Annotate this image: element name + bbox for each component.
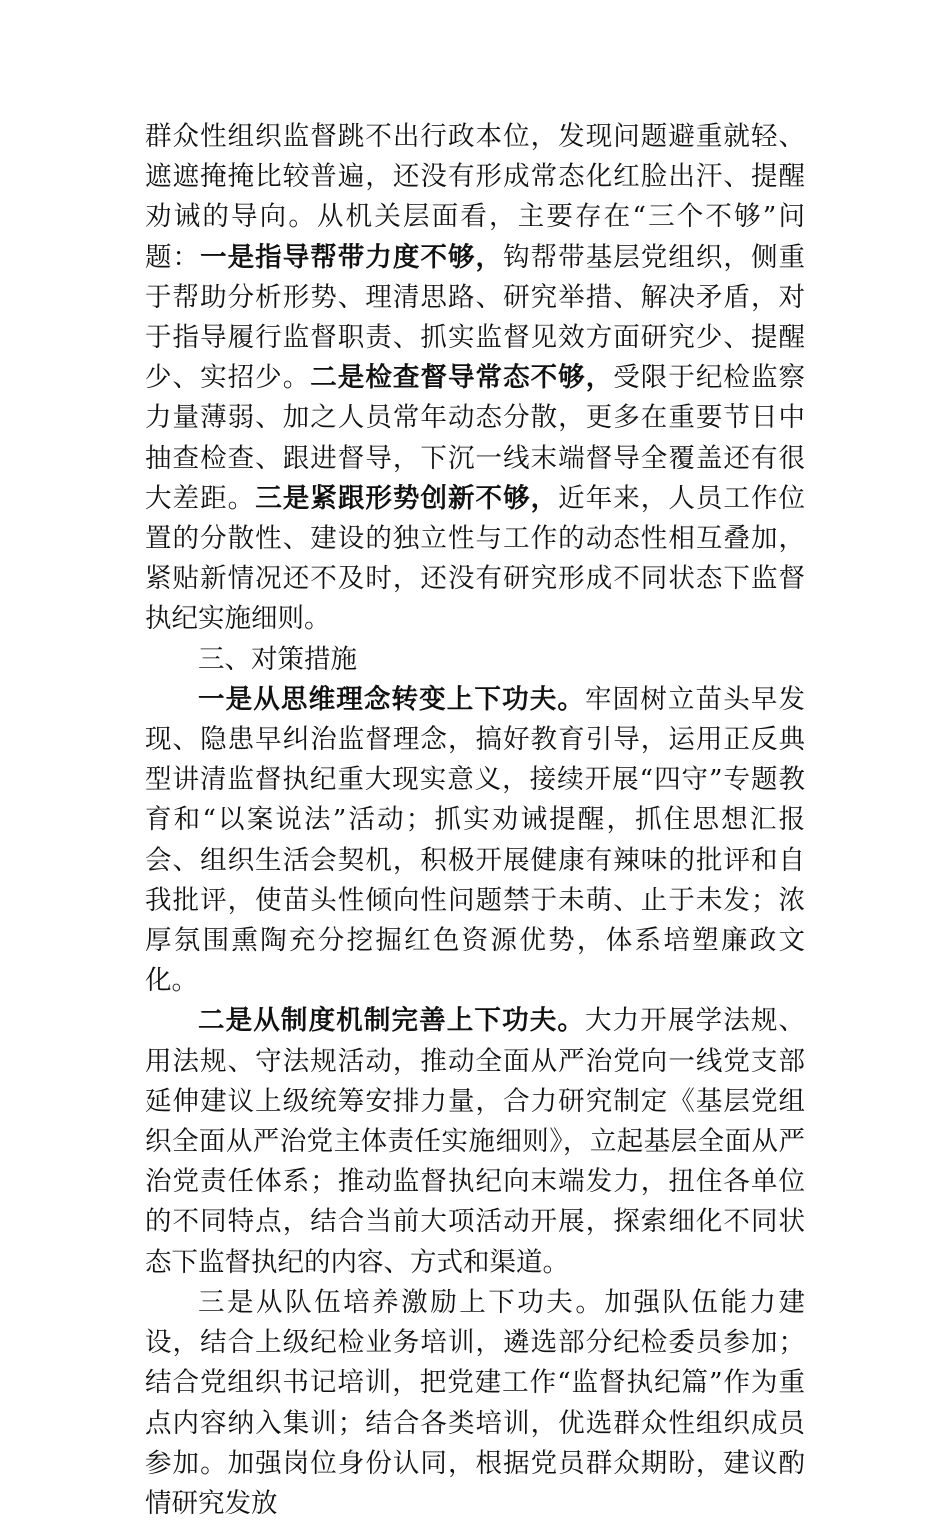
bold-point-2: 二是检查督导常态不够， <box>310 362 614 394</box>
paragraph-text: 受限于纪检监察力量薄弱、加之人员常年动态分散，更多在重要节日中抽查检查、跟进督导，下沉一线末端督导全覆盖还有很大差距。 <box>145 362 806 514</box>
bold-point-3: 三是紧跟形势创新不够， <box>255 482 559 514</box>
paragraph-text: 近年来，人员工作位置的分散性、建设的独立性与工作的动态性相互叠加，紧贴新情况还不及时，还没有研究形成不同状态下监督执纪实施细则。 <box>145 482 806 635</box>
paragraph-problems <box>145 117 805 640</box>
measure-2-title: 二是从制度机制完善上下功夫。 <box>198 1005 585 1037</box>
bold-point-1: 一是指导帮带力度不够， <box>200 241 504 273</box>
paragraph-measure-1 <box>145 680 805 1002</box>
section-heading: 三、对策措施 <box>198 643 357 675</box>
document-page <box>145 117 805 1524</box>
measure-2-text: 大力开展学法规、用法规、守法规活动，推动全面从严治党向一线党支部延伸建议上级统筹安排力量，合力研究制定《基层党组织全面从严治党主体责任实施细则》，立起基层全面从严治党责任体系；推动监督执纪向末端发力，扭住各单位的不同特点，结合当前大项活动开展，探索细化不同状态下监督执纪的内容、方式和渠道。 <box>145 1005 805 1278</box>
measure-1-text: 牢固树立苗头早发现、隐患早纠治监督理念，搞好教育引导，运用正反典型讲清监督执纪重大现实意义，接续开展“四守”专题教育和“以案说法”活动；抓实劝诫提醒，抓住思想汇报会、组织生活会契机，积极开展健康有辣味的批评和自我批评，使苗头性倾向性问题禁于未萌、止于未发；浓厚氛围熏陶充分挖掘红色资源优势，体系培塑廉政文化。 <box>145 683 805 997</box>
paragraph-text: 钩帮带基层党组织，侧重于帮助分析形势、理清思路、研究举措、解决矛盾，对于指导履行监督职责、抓实监督见效方面研究少、提醒少、实招少。 <box>145 241 806 394</box>
measure-1-title: 一是从思维理念转变上下功夫。 <box>198 683 585 715</box>
paragraph-text: 群众性组织监督跳不出行政本位，发现问题避重就轻、遮遮掩掩比较普遍，还没有形成常态化红脸出汗、提醒劝诫的导向。从机关层面看，主要存在“三个不够”问题： <box>145 121 805 273</box>
paragraph-measure-2 <box>145 1001 805 1282</box>
measure-3-text: 三是从队伍培养激励上下功夫。加强队伍能力建设，结合上级纪检业务培训，遴选部分纪检委员参加；结合党组织书记培训，把党建工作“监督执纪篇”作为重点内容纳入集训；结合各类培训，优选群众性组织成员参加。加强岗位身份认同，根据党员群众期盼，建议酌情研究发放 <box>145 1286 805 1519</box>
paragraph-measure-3 <box>145 1283 805 1524</box>
